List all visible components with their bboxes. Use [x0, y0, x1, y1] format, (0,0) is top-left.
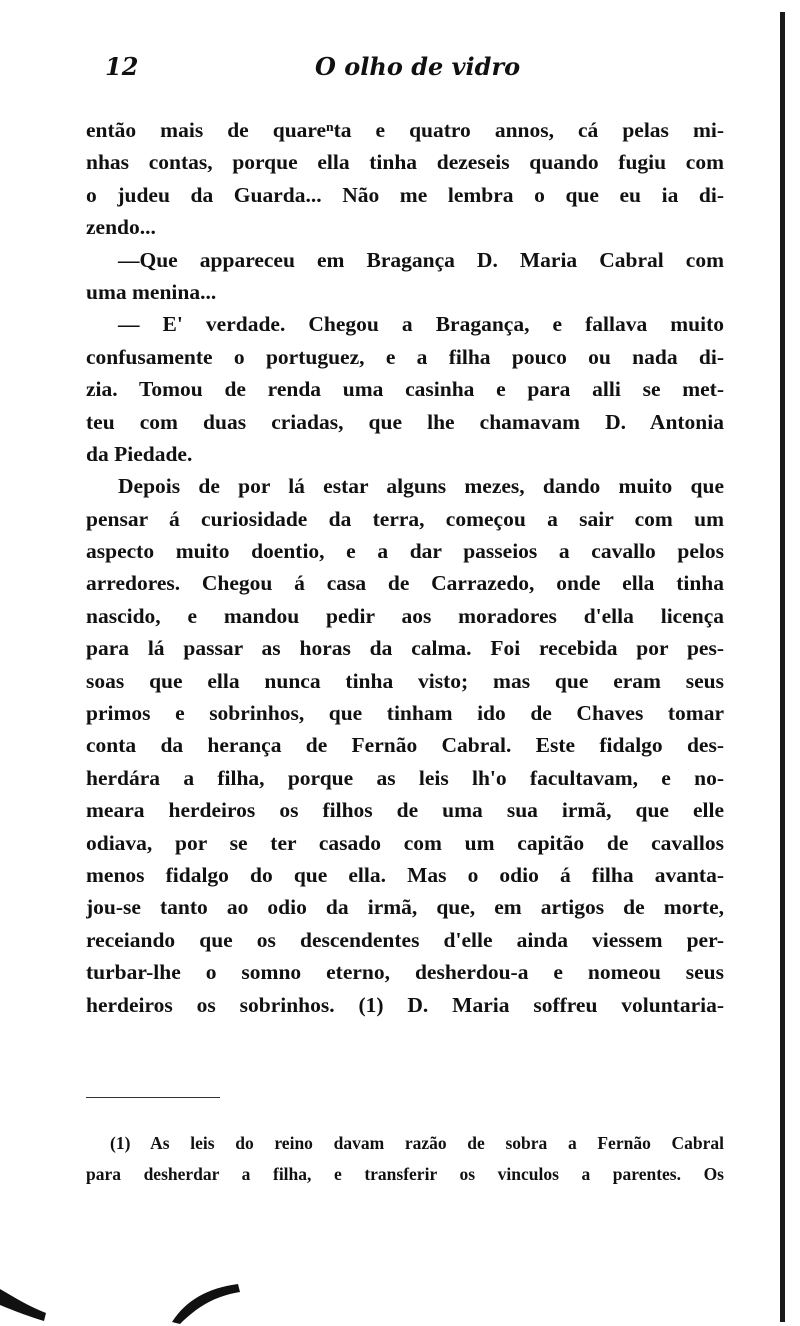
- footnote-divider: [86, 1097, 220, 1098]
- footnote: [86, 1128, 724, 1190]
- text-line: arredores. Chegou á casa de Carrazedo, onde ella tinha: [86, 571, 724, 596]
- page-number: 12: [105, 52, 139, 81]
- scan-smudge-mid: [168, 1278, 248, 1326]
- text-line: uma menina...: [86, 279, 217, 304]
- text-line: meara herdeiros os filhos de uma sua irmã, que elle: [86, 798, 724, 823]
- text-line: menos fidalgo do que ella. Mas o odio á filha avanta-: [86, 862, 724, 887]
- text-line: Depois de por lá estar alguns mezes, dando muito que: [118, 474, 724, 499]
- text-line: zendo...: [86, 215, 156, 240]
- text-line: turbar-lhe o somno eterno, desherdou-a e nomeou seus: [86, 960, 724, 985]
- text-line: zia. Tomou de renda uma casinha e para alli se met-: [86, 377, 724, 402]
- footnote-line: para desherdar a filha, e transferir os vinculos a parentes. Os: [86, 1164, 724, 1184]
- page-header: [0, 52, 800, 92]
- scan-smudge-left: [0, 1283, 60, 1326]
- text-line: aspecto muito doentio, e a dar passeios a cavallo pelos: [86, 539, 724, 564]
- text-line: nascido, e mandou pedir aos moradores d'ella licença: [86, 603, 724, 628]
- text-line: o judeu da Guarda... Não me lembra o que eu ia di-: [86, 182, 724, 207]
- text-line: odiava, por se ter casado com um capitão de cavallos: [86, 830, 724, 855]
- text-line: então mais de quareⁿta e quatro annos, cá pelas mi-: [86, 118, 724, 142]
- text-line: nhas contas, porque ella tinha dezeseis quando fugiu com: [86, 150, 724, 175]
- text-line: pensar á curiosidade da terra, começou a sair com um: [86, 506, 724, 531]
- text-line: herdeiros os sobrinhos. (1) D. Maria soffreu voluntaria-: [86, 992, 724, 1017]
- text-line: primos e sobrinhos, que tinham ido de Chaves tomar: [86, 701, 724, 726]
- text-line: soas que ella nunca tinha visto; mas que eram seus: [86, 668, 724, 693]
- running-title: O olho de vidro: [315, 52, 521, 81]
- text-line: confusamente o portuguez, e a filha pouco ou nada di-: [86, 344, 724, 369]
- page-edge-shadow: [780, 12, 785, 1322]
- text-line: jou-se tanto ao odio da irmã, que, em artigos de morte,: [86, 895, 724, 920]
- text-line: —Que appareceu em Bragança D. Maria Cabral com: [118, 247, 724, 272]
- text-line: da Piedade.: [86, 441, 193, 466]
- text-line: herdára a filha, porque as leis lh'o facultavam, e no-: [86, 765, 724, 790]
- text-line: — E' verdade. Chegou a Bragança, e fallava muito: [118, 312, 724, 337]
- text-line: conta da herança de Fernão Cabral. Este fidalgo des-: [86, 733, 724, 758]
- footnote-line: (1) As leis do reino davam razão de sobra a Fernão Cabral: [110, 1133, 724, 1153]
- main-text: [86, 114, 724, 1021]
- text-line: teu com duas criadas, que lhe chamavam D. Antonia: [86, 409, 724, 434]
- text-line: para lá passar as horas da calma. Foi recebida por pes-: [86, 636, 724, 661]
- text-line: receiando que os descendentes d'elle ainda viessem per-: [86, 927, 724, 952]
